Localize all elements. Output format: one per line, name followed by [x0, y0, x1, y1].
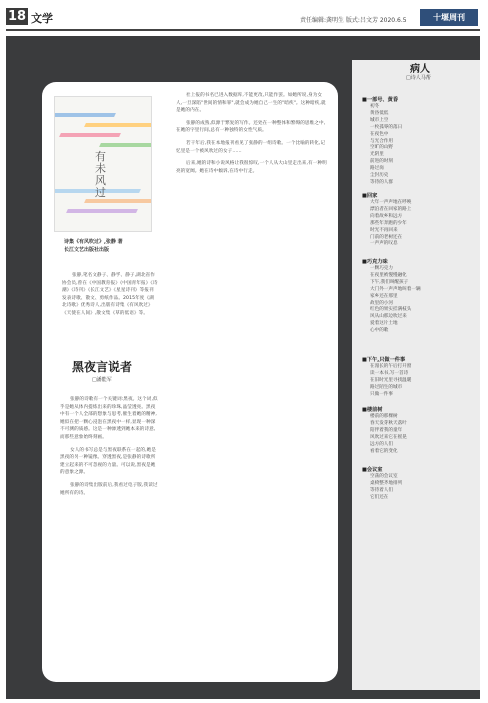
poem-section-lines [370, 104, 402, 187]
header-rule [6, 29, 480, 31]
essay-column-right [176, 92, 328, 180]
poem-line: 黄昏低低 [370, 110, 389, 116]
poem-line: 空旷的山野 [370, 145, 393, 151]
poem-line: 空荡的会议室 [370, 474, 398, 479]
essay-paragraph: 若干年后,我在本地报刊看见了张静的一组诗歌。一个比喻的转化,记忆里是一个被风吹过的女子…… [176, 140, 326, 154]
poem-line: 等待着人们 [370, 487, 393, 493]
poem-line: 光阴里 [370, 152, 384, 158]
poem-line: 路过岗 [370, 166, 384, 172]
poem-line: 陪伴着我的童年 [370, 427, 403, 433]
essay-author: □潘能军 [92, 377, 112, 383]
poem-section-heading: ■一部号、黄昏 [362, 97, 399, 103]
poem-section-lines [370, 474, 402, 502]
page-number: 18 [7, 9, 27, 24]
poem-line: 在旧时光里寻找温暖 [370, 377, 412, 383]
poem-line: 春天发芽秋天落叶 [370, 420, 407, 426]
poem-line: 楼前的那棵树 [370, 414, 398, 419]
editor-meta: 责任编辑:龚明生 版式:吕文芳 2020.6.5 [300, 17, 407, 24]
essay-paragraph: 张静的成熟,似源于繁复的写作。还处在一种整体和繁缛的思维之中,在她的字里行间,总有一种独特的女性气质。 [176, 120, 326, 134]
bio-paragraph: 张静,笔名文静子、静孚、静子,湖北省作协会员,曾在《中国教育报》《中国青年报》《诗潮》《诗刊》《长江文艺》《星星诗刊》等报刊发表诗歌、散文、剪纸作品。2015年度《湖北诗歌》优秀诗人,出版有诗集《有风吹过》《天使在人间》,散文集《草的低语》等。 [62, 273, 158, 316]
poem-line: 大年一声声地在呼唤 [370, 200, 412, 205]
poem-line: 门前的老树还在 [370, 234, 403, 240]
poem-line: 等待的人群 [370, 179, 393, 185]
poem-line: 时光不再回来 [370, 227, 398, 233]
poem-line: 心中的歌 [370, 328, 389, 334]
poem-author: □诗人马帮 [406, 75, 431, 81]
poem-line: 漂泊者在回家的路上 [370, 206, 412, 212]
poem-line: 爱着这片土地 [370, 321, 398, 327]
poem-line: 大门外一声声地叫着一辆 [370, 286, 421, 292]
poem-line: 红色的果实挂满枝头 [370, 307, 412, 313]
poem-section-lines [370, 200, 411, 248]
poem-line: 只做一件事 [370, 391, 393, 397]
poem-line: 初冬 [370, 104, 380, 109]
author-bio [62, 272, 158, 323]
cover-title: 有未风过 [95, 150, 106, 199]
brand-logo: 十堰周刊 [420, 9, 478, 26]
page-header [0, 0, 488, 36]
cover-caption [64, 238, 123, 254]
poem-section-heading: ■楼前树 [362, 407, 383, 413]
poem-line: 故里的小河 [370, 300, 393, 306]
essay-paragraph: 社上报的书名已进入数据库,不能更改,只能作罢。如她所说,身为女人,一旦深陷"世间的情和罪",就会成为她自己一生的"暗疾"。这种暗疾,就是她的内在。 [176, 93, 326, 114]
poem-line: 远方的人们 [370, 441, 393, 447]
poem-section-heading: ■回家 [362, 193, 378, 199]
poem-line: 那些年奔跑的少年 [370, 220, 407, 226]
poem-line: 在漫长的午后打开窗 [370, 364, 412, 369]
poem-line: 一声声的叹息 [370, 241, 398, 247]
poem-line: 风从山那边吹过来 [370, 314, 407, 320]
cover-caption-title: 诗集《有风吹过》,张静 著 [64, 239, 123, 245]
essay-paragraph: 后来,她的诗和小说风格让我很惊叹,一个人从大山里走出来,有一种明亮的宽阔。她在诗中倾诉,在诗中行走。 [176, 161, 327, 174]
essay-title: 黑夜言说者 [72, 360, 133, 374]
poem-section-lines [370, 364, 411, 399]
poem-line: 向着故乡和远方 [370, 213, 403, 219]
poem-line: 读一本书,写一首诗 [370, 370, 409, 376]
poem-line: 城市上空 [370, 117, 389, 123]
poem-section-lines [370, 414, 407, 455]
poem-section-heading: ■巧克力味 [362, 259, 388, 265]
poem-section-lines [370, 266, 421, 335]
poem-line: 在夜色中 [370, 131, 389, 137]
essay-paragraph: 张静的诗集出版前后,我看过电子版,我读过她所有的诗。 [60, 482, 158, 496]
poem-line: 桌椅整齐地排列 [370, 480, 403, 486]
poem-line: 与光合作用 [370, 138, 393, 144]
poem-section-heading: ■会议室 [362, 467, 383, 473]
essay-column-left [60, 396, 160, 502]
poem-line: 下午,我们叫醒孩子 [370, 279, 409, 285]
poem-line: 风吹过来它在摇晃 [370, 434, 407, 440]
book-cover-image [54, 96, 152, 232]
essay-paragraph: 女人的书写总是与黑夜联系在一起的,她是黑夜的另一种镜像。穿透黑夜,是张静的诗歌所建立起来的不可忽视的力量。可以说,黑夜是她的意象之源。 [60, 447, 157, 476]
poem-line: 它们还在 [370, 494, 389, 500]
poem-title: 病人 [410, 64, 430, 75]
essay-paragraph: 张静的诗歌有一个关键词:黑夜。这个词,似乎是她从体内提炼出来的珍珠,晶莹透亮。黑夜中有一个人全部的想象与思考,催生着她的精神,她似在把一颗心浸泡在黑夜中一样,显现一种深不可测的质感。这是一种渗透到她本来的诗意,而那些意象始终刻画。 [60, 397, 158, 440]
poem-line: 看着它的变化 [370, 448, 398, 454]
poem-line: 在夜里被慢慢融化 [370, 272, 407, 278]
cover-caption-publisher: 长江文艺出版社出版 [64, 247, 110, 253]
poem-line: 一颗巧克力 [370, 266, 393, 271]
poem-line: 前进的时刻 [370, 159, 393, 165]
poem-line: 一枚孤零的落日 [370, 124, 403, 130]
section-title: 文学 [31, 12, 53, 25]
poem-line: 尘封历史 [370, 173, 389, 179]
poem-line: 路过陌生的城市 [370, 384, 403, 390]
poem-section-heading: ■下午,只做一件事 [362, 357, 406, 363]
poem-line: 家乡还在那里 [370, 293, 398, 299]
